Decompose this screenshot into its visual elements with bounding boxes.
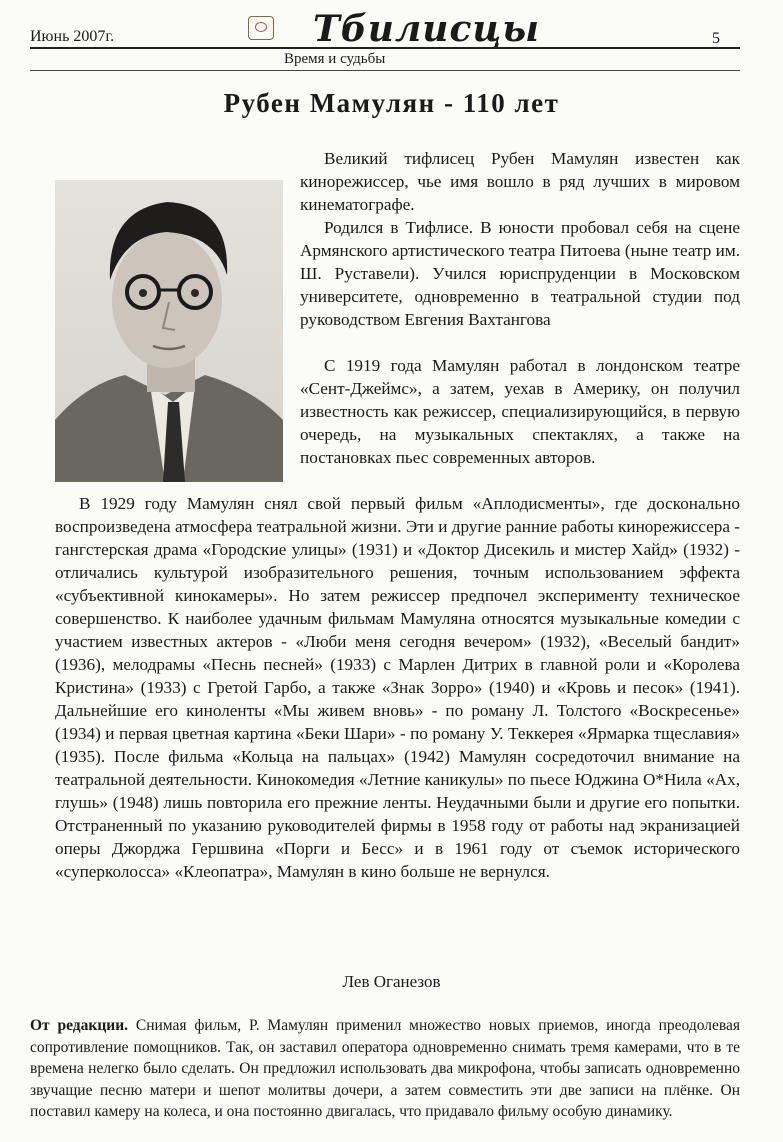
editor-note-label: От редакции.: [30, 1017, 129, 1034]
article-author: Лев Оганезов: [342, 972, 441, 991]
portrait-photo: [55, 180, 283, 482]
editor-note: [30, 1015, 740, 1123]
page-header: [0, 0, 783, 72]
newspaper-logo-icon: [248, 16, 274, 40]
article-paragraph: Родился в Тифлисе. В юности пробовал себя на сцене Армянского артистического театра Питоева (ныне театр им. Ш. Руставели). Учился юриспруденции в Московском университете, одновременно в театральной студии под руководством Евгения Вахтангова: [300, 218, 740, 329]
newspaper-title: Тбилисцы: [313, 8, 540, 50]
article-paragraph: Великий тифлисец Рубен Мамулян известен как кинорежиссер, чье имя вошло в ряд лучших в мировом кинематографе.: [300, 149, 740, 214]
portrait-photo-icon: [55, 180, 283, 482]
editor-note-text: Снимая фильм, Р. Мамулян применил множество новых приемов, иногда преодолевая сопротивление помощников. Так, он заставил оператора одновременно снимать тремя камерами, что в те времена нелегко было сделать. Он предложил использовать два микрофона, чтобы записать одновременно звучащие песню матери и шепот молитвы дочери, а затем совместить эти две записи на плёнке. Он поставил камеру на колеса, и она постоянно двигалась, что придавало фильму особую динамику.: [30, 1017, 741, 1120]
page-number: 5: [712, 30, 720, 47]
section-rule: [30, 70, 740, 71]
article-paragraph: В 1929 году Мамулян снял свой первый фильм «Аплодисменты», где досконально воспроизведена атмосфера театральной жизни. Эти и другие ранние работы кинорежиссера - гангстерская драма «Городские улицы» (1931) и «Доктор Дисекиль и мистер Хайд» (1932) - отличались культурой изобразительного решения, точным использованием эффекта «субъективной кинокамеры». Но затем режиссер предпочел эксперименту техническое совершенство. К наиболее удачным фильмам Мамуляна относятся музыкальные комедии с участием известных актеров - «Люби меня сегодня вечером» (1932), «Веселый бандит» (1936), мелодрамы «Песнь песней» (1933) с Марлен Дитрих в главной роли и «Королева Кристина» (1933) с Гретой Гарбо, а также «Знак Зорро» (1940) и «Кровь и песок» (1941). Дальнейшие его киноленты «Мы живем вновь» - по роману Л. Толстого «Воскресенье» (1934) и первая цветная картина «Беки Шари» - по роману У. Теккерея «Ярмарка тщеславия» (1935). После фильма «Кольца на пальцах» (1942) Мамулян сосредоточил внимание на театральной деятельности. Кинокомедия «Летние каникулы» по пьесе Юджина О*Нила «Ах, глушь» (1948) лишь повторила его прежние ленты. Неудачными были и другие его попытки. Отстраненный по указанию руководителей фирмы в 1958 году от работы над экранизацией оперы Джорджа Гершвина «Порги и Бесс» и в 1961 году от съемок исторического «суперколосса» «Клеопатра», Мамулян в кино больше не вернулся.: [55, 494, 740, 881]
section-title: Время и судьбы: [284, 51, 386, 67]
article-paragraph: С 1919 года Мамулян работал в лондонском театре «Сент-Джеймс», а затем, уехав в Америку, он получил известность как режиссер, специализирующийся, в первую очередь, на музыкальных спектаклях, а также на постановках пьес современных авторов.: [300, 356, 740, 467]
issue-date: Июнь 2007г.: [30, 28, 115, 45]
article-title: Рубен Мамулян - 110 лет: [223, 88, 560, 118]
header-rule: [30, 47, 740, 49]
